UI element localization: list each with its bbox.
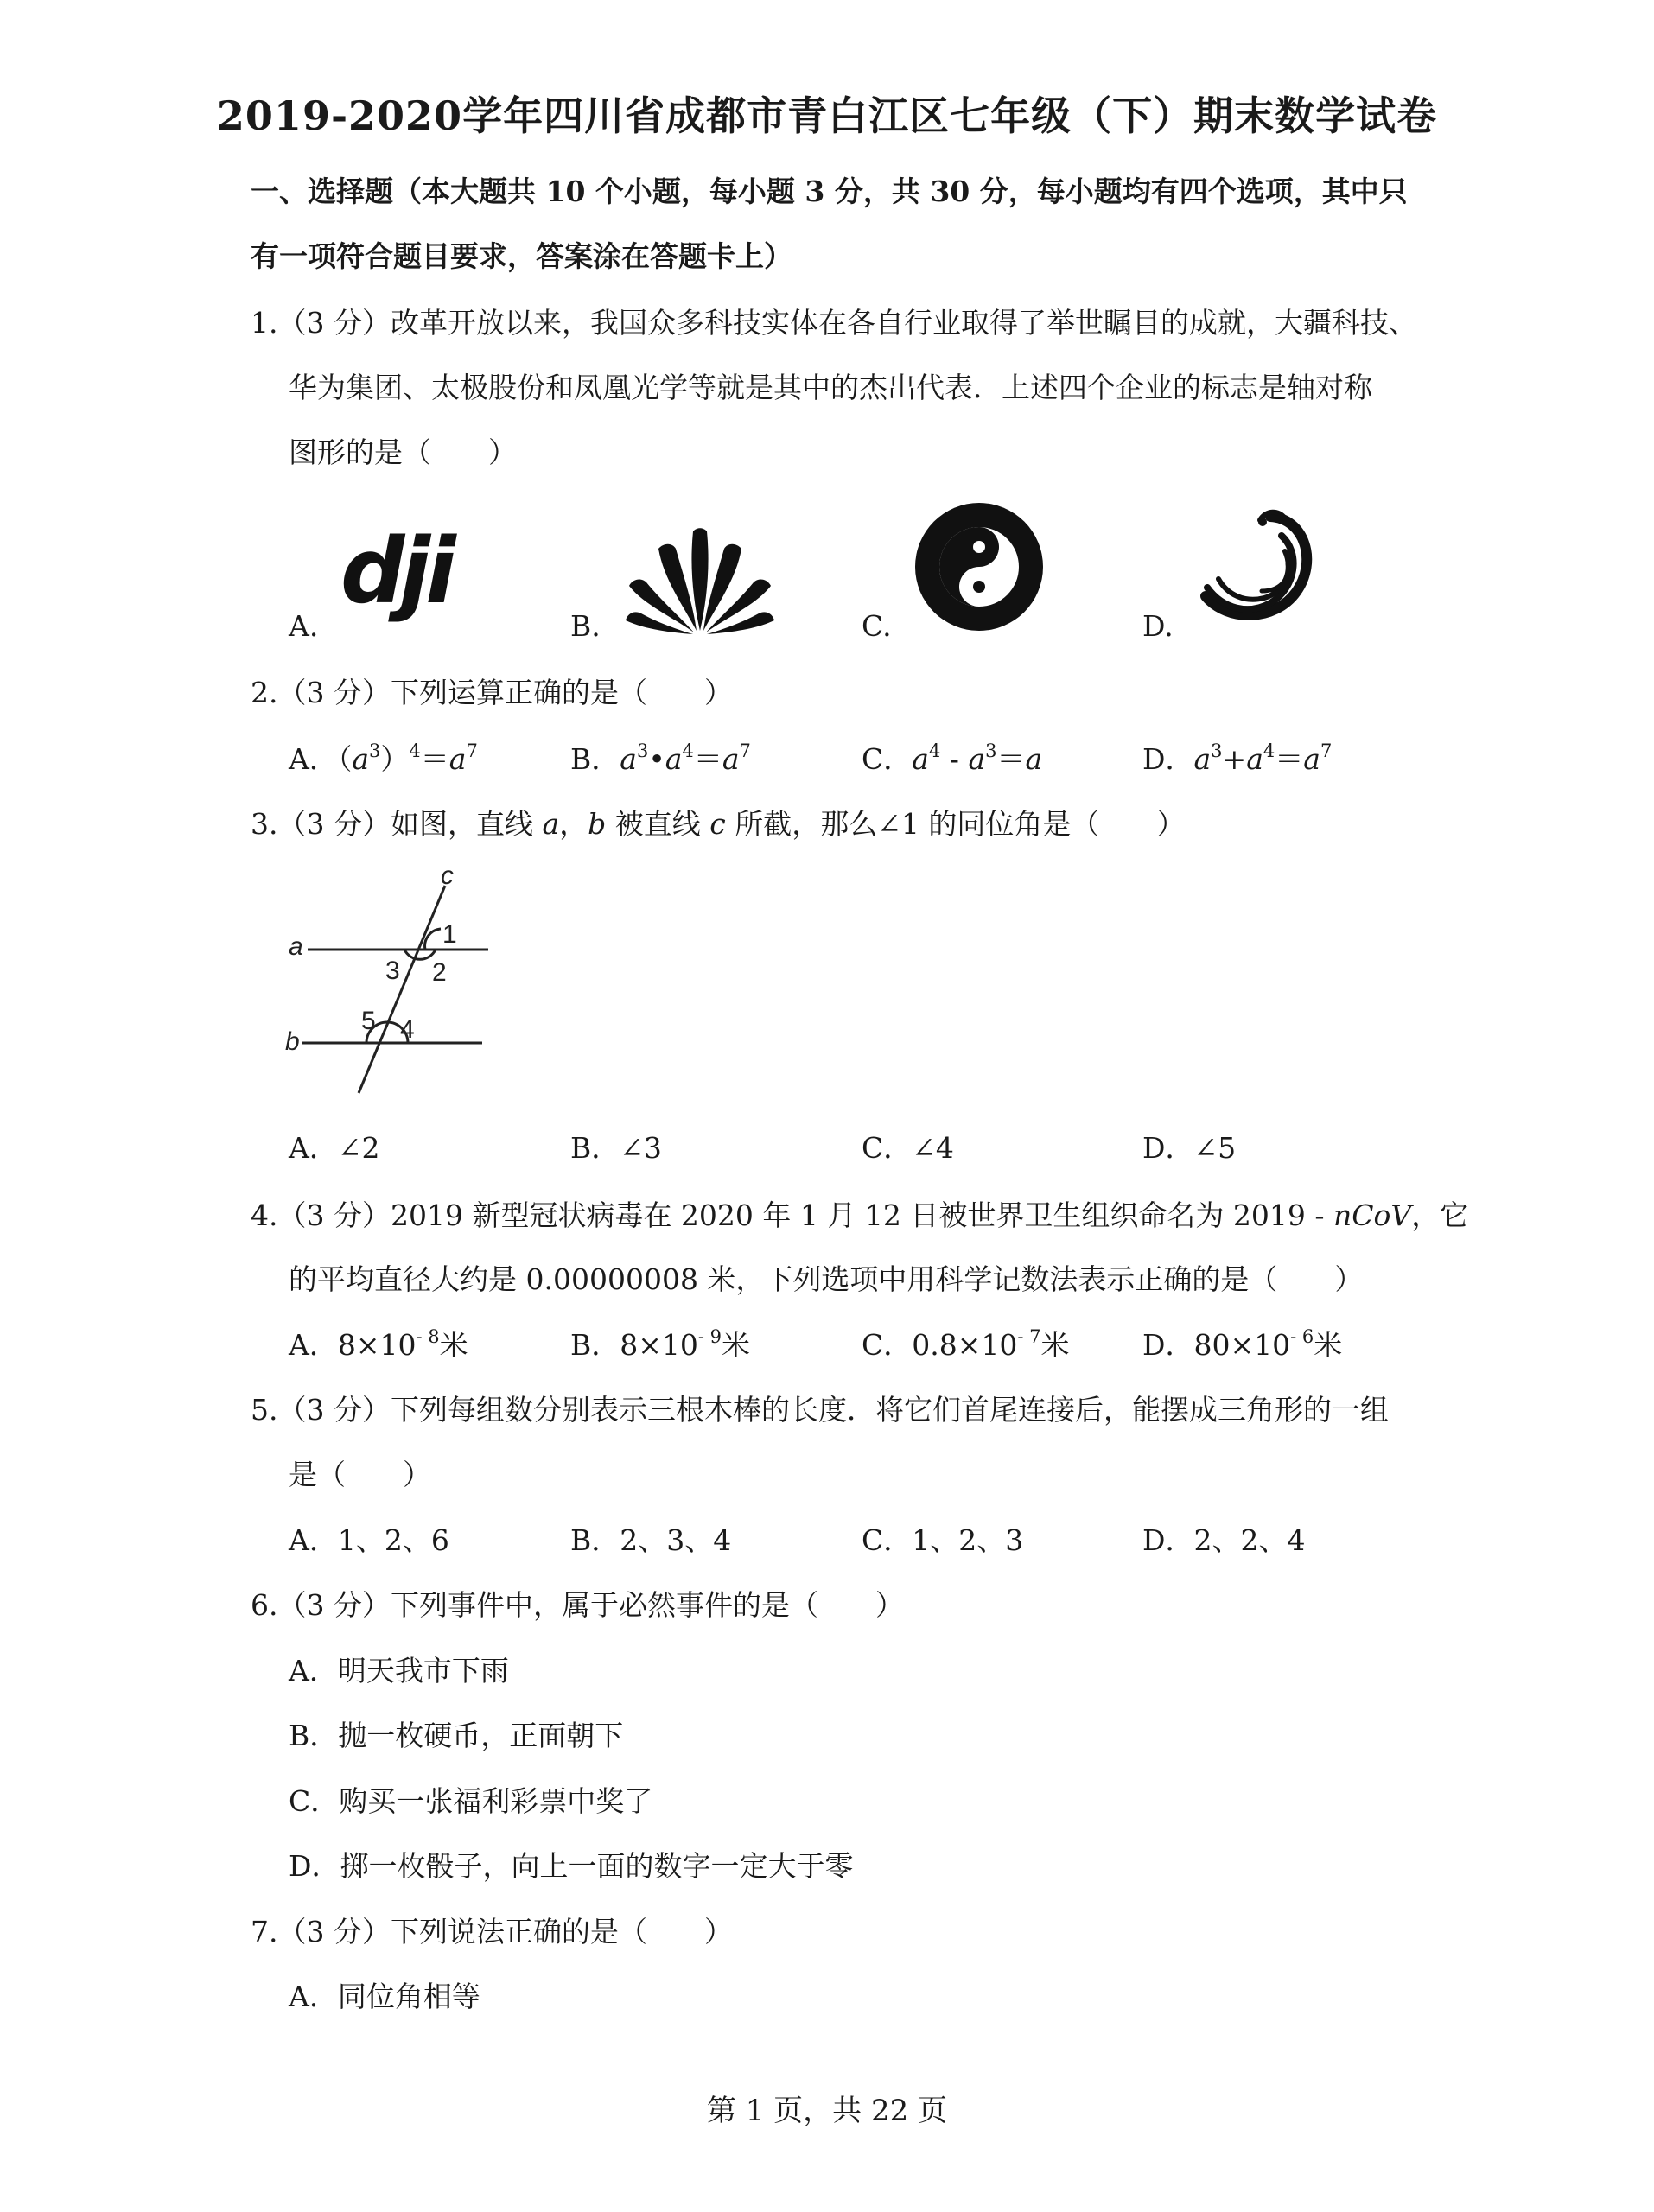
q3-figure-parallel-lines xyxy=(277,860,510,1114)
section-heading-line2: 有一项符合题目要求，答案涂在答题卡上） xyxy=(251,239,792,273)
section-heading-line1: 一、选择题（本大题共 10 个小题，每小题 3 分，共 30 分，每小题均有四个选项，其中只 xyxy=(251,175,1408,208)
q5-option-a: A．1、2、6 xyxy=(289,1523,449,1557)
huawei-logo xyxy=(622,518,778,643)
q5-option-c: C．1、2、3 xyxy=(862,1523,1024,1557)
angle-3-2-arc xyxy=(404,950,436,959)
q1-option-a-label: A. xyxy=(289,609,319,643)
q4-option-c: C．$0.8\times 10^{- 7}$米 xyxy=(862,1326,1070,1362)
fig-angle-2: 2 xyxy=(432,958,447,987)
fig-angle-5: 5 xyxy=(361,1007,376,1035)
q6-option-b: B．抛一枚硬币，正面朝下 xyxy=(289,1719,624,1752)
page-title: 2019-2020学年四川省成都市青白江区七年级（下）期末数学试卷 xyxy=(216,92,1438,139)
q3-option-d: D．∠5 xyxy=(1142,1131,1237,1165)
q5-option-d: D．2、2、4 xyxy=(1142,1523,1306,1557)
q2-option-a: A．$(a^3)^4=a^7$ xyxy=(289,741,478,776)
q4-stem-line1: 4.（3 分）2019 新型冠状病毒在 2020 年 1 月 12 日被世界卫生组织命名为 2019 - nCoV，它 xyxy=(251,1198,1469,1232)
q1-stem-line3: 图形的是（ ） xyxy=(289,435,517,469)
q6-option-a: A．明天我市下雨 xyxy=(289,1654,509,1688)
angle-1-arc xyxy=(425,929,441,950)
q3-stem: 3.（3 分）如图，直线 a，b 被直线 c 所截，那么∠1 的同位角是（ ） xyxy=(251,807,1186,841)
q2-option-d: D．$a^3+a^4=a^7$ xyxy=(1142,741,1333,776)
q4-option-a: A．$8\times 10^{- 8}$米 xyxy=(289,1326,468,1362)
q7-option-a: A．同位角相等 xyxy=(289,1980,480,2013)
q4-option-d: D．$80\times 10^{- 6}$米 xyxy=(1142,1326,1343,1362)
q1-stem-line2: 华为集团、太极股份和凤凰光学等就是其中的杰出代表．上述四个企业的标志是轴对称 xyxy=(289,371,1372,404)
q1-option-d-label: D. xyxy=(1142,609,1174,643)
q7-stem: 7.（3 分）下列说法正确的是（ ） xyxy=(251,1915,733,1948)
q6-option-c: C．购买一张福利彩票中奖了 xyxy=(289,1784,653,1818)
q1-stem-line1: 1.（3 分）改革开放以来，我国众多科技实体在各自行业取得了举世瞩目的成就，大疆科技、 xyxy=(251,306,1417,340)
q4-stem-line2: 的平均直径大约是 0.00000008 米，下列选项中用科学记数法表示正确的是（ ） xyxy=(289,1262,1364,1296)
q5-option-b: B．2、3、4 xyxy=(570,1523,732,1557)
q5-stem-line1: 5.（3 分）下列每组数分别表示三根木棒的长度．将它们首尾连接后，能摆成三角形的一组 xyxy=(251,1393,1389,1427)
fig-label-c: c xyxy=(441,861,454,890)
q3-option-a: A．∠2 xyxy=(289,1131,380,1165)
q6-option-d: D．掷一枚骰子，向上一面的数字一定大于零 xyxy=(289,1849,854,1883)
fig-angle-3: 3 xyxy=(385,957,400,985)
q1-option-b-label: B. xyxy=(570,609,601,643)
taiji-logo xyxy=(912,499,1046,638)
q1-option-c-label: C. xyxy=(862,609,892,643)
q4-option-b: B．$8\times 10^{- 9}$米 xyxy=(570,1326,751,1362)
q3-option-c: C．∠4 xyxy=(862,1131,954,1165)
dji-logo-text: dji xyxy=(340,523,451,624)
fig-angle-4: 4 xyxy=(400,1015,415,1044)
fig-angle-1: 1 xyxy=(442,920,457,949)
q2-option-b: B．$a^3•a^4=a^7$ xyxy=(570,741,751,776)
page-footer: 第 1 页，共 22 页 xyxy=(706,2094,948,2128)
fig-label-b: b xyxy=(285,1027,300,1056)
fig-label-a: a xyxy=(289,932,303,961)
q6-stem: 6.（3 分）下列事件中，属于必然事件的是（ ） xyxy=(251,1588,904,1622)
phoenix-logo xyxy=(1188,501,1318,634)
q2-stem: 2.（3 分）下列运算正确的是（ ） xyxy=(251,676,733,709)
q2-option-c: C．$a^4 - a^3=a$ xyxy=(862,741,1043,776)
q5-stem-line2: 是（ ） xyxy=(289,1458,431,1491)
line-c xyxy=(359,886,445,1093)
q3-option-b: B．∠3 xyxy=(570,1131,662,1165)
dji-logo xyxy=(337,523,501,639)
